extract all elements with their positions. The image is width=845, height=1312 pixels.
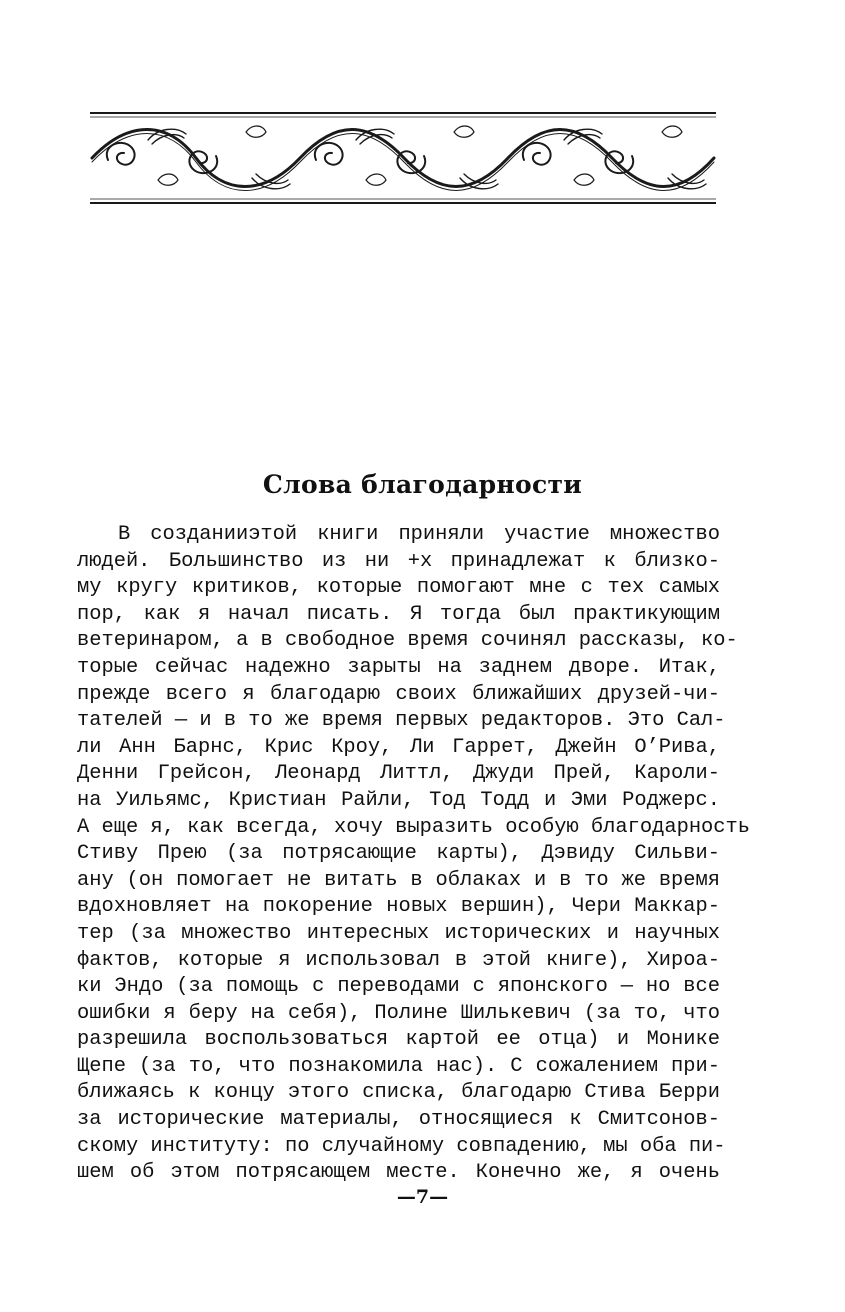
text-line: ближаясь к концу этого списка, благодарю Стива Берри: [77, 1081, 720, 1105]
text-line: вдохновляет на покорение новых вершин), Чери Маккар-: [77, 895, 720, 919]
scroll-ornament-icon: [88, 110, 718, 208]
text-line: тателей — и в то же время первых редакторов. Это Сал-: [77, 709, 726, 733]
text-line: прежде всего я благодарю своих ближайших друзей-чи-: [77, 682, 720, 706]
text-line: ветеринаром, а в свободное время сочинял рассказы, ко-: [77, 629, 738, 653]
text-line: В созданииэтой книги приняли участие множество: [118, 523, 720, 546]
text-line: ли Анн Барнс, Крис Кроу, Ли Гаррет, Джейн О’Рива,: [77, 735, 720, 759]
text-line: Денни Грейсон, Леонард Литтл, Джуди Прей, Кароли-: [77, 762, 720, 786]
text-line: ану (он помогает не витать в облаках и в то же время: [77, 868, 720, 892]
text-line: Стиву Прею (за потрясающие карты), Дэвиду Сильви-: [77, 842, 720, 866]
text-line: торые сейчас надежно зарыты на заднем дворе. Итак,: [77, 655, 720, 679]
page-number: —7—: [396, 1186, 449, 1208]
text-line: скому институту: по случайному совпадению, мы оба пи-: [77, 1134, 726, 1158]
text-line: Щепе (за то, что познакомила нас). С сожалением при-: [77, 1054, 720, 1078]
text-line: людей. Большинство из ни +х принадлежат к близко-: [77, 549, 720, 573]
text-line: за исторические материалы, относящиеся к Смитсонов-: [77, 1108, 720, 1132]
body-text: [77, 522, 751, 1187]
text-line: фактов, которые я использовал в этой книге), Хироа-: [77, 948, 720, 972]
text-line: ошибки я беру на себя), Полине Шилькевич (за то, что: [77, 1001, 720, 1025]
text-line: ки Эндо (за помощь с переводами с японского — но все: [77, 975, 720, 999]
text-line: разрешила воспользоваться картой ее отца) и Монике: [77, 1028, 720, 1052]
section-heading: Слова благодарности: [262, 470, 583, 499]
text-line: на Уильямс, Кристиан Райли, Тод Тодд и Эми Роджерс.: [77, 788, 720, 812]
text-line: му кругу критиков, которые помогают мне с тех самых: [77, 576, 720, 600]
text-line: А еще я, как всегда, хочу выразить особую благодарность: [77, 815, 751, 839]
text-line: шем об этом потрясающем месте. Конечно же, я очень: [77, 1161, 720, 1185]
text-line: пор, как я начал писать. Я тогда был практикующим: [77, 602, 720, 626]
text-line: тер (за множество интересных исторических и научных: [77, 921, 720, 945]
